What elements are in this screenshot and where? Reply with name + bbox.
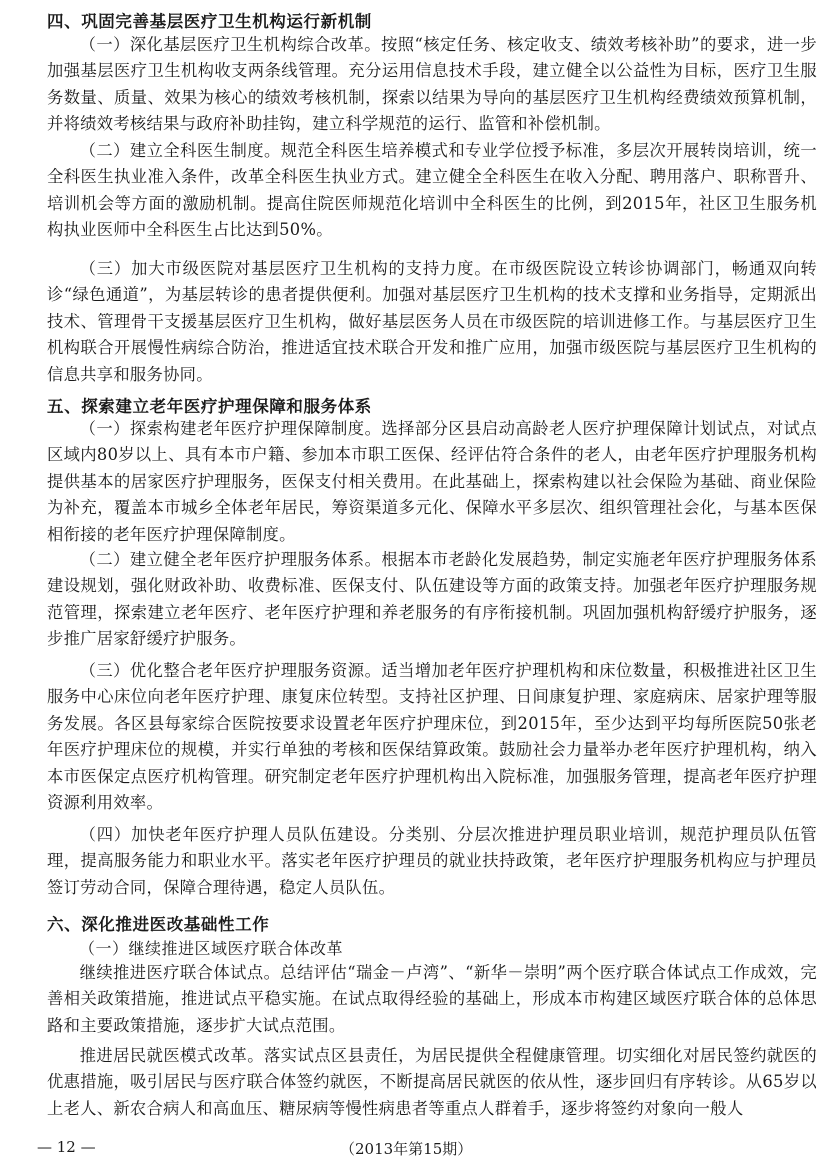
paragraph-body: 继续推进医疗联合体试点。总结评估“瑞金－卢湾”、“新华－崇明”两个医疗联合体试点工作成效，完善相关政策措施，推进试点平稳实施。在试点取得经验的基础上，形成本市构建区域医疗联合体的总体思路和主要政策措施，逐步扩大试点范围。 bbox=[47, 963, 817, 1035]
section-6-heading: 六、深化推进医改基础性工作 bbox=[47, 915, 270, 934]
paragraph-lead: （三）加大市级医院对基层医疗卫生机构的支持力度。 bbox=[79, 259, 492, 278]
paragraph-lead: （三）优化整合老年医疗护理服务资源。 bbox=[79, 661, 382, 680]
paragraph-body: 在市级医院设立转诊协调部门，畅通双向转诊“绿色通道”，为基层转诊的患者提供便利。加强对基层医疗卫生机构的技术支撑和业务指导，定期派出技术、管理骨干支援基层医疗卫生机构，做好基层医务人员在市级医院的培训进修工作。与基层医疗卫生机构联合开展慢性病综合防治，推进适宜技术联合开发和推广应用，加强市级医院与基层医疗卫生机构的信息共享和服务协同。 bbox=[47, 259, 818, 384]
paragraph-lead: （四）加快老年医疗护理人员队伍建设。 bbox=[79, 825, 389, 844]
paragraph-lead: （二）建立健全老年医疗护理服务体系。 bbox=[79, 550, 382, 569]
paragraph bbox=[47, 256, 817, 388]
paragraph-body: 适当增加老年医疗护理机构和床位数量，积极推进社区卫生服务中心床位向老年医疗护理、康复床位转型。支持社区护理、日间康复护理、家庭病床、居家护理等服务发展。各区县每家综合医院按要求设置老年医疗护理床位，到2015年，至少达到平均每所医院50张老年医疗护理床位的规模，并实行单独的考核和医保结算政策。鼓励社会力量举办老年医疗护理机构，纳入本市医保定点医疗机构管理。研究制定老年医疗护理机构出入院标准，加强服务管理，提高老年医疗护理资源利用效率。 bbox=[47, 661, 818, 813]
paragraph bbox=[47, 1043, 817, 1122]
section-4-heading: 四、巩固完善基层医疗卫生机构运行新机制 bbox=[47, 12, 372, 31]
section-5-heading: 五、探索建立老年医疗护理保障和服务体系 bbox=[47, 397, 372, 416]
paragraph-body: 分类别、分层次推进护理员职业培训，规范护理员队伍管理，提高服务能力和职业水平。落实老年医疗护理员的就业扶持政策，老年医疗护理服务机构应与护理员签订劳动合同，保障合理待遇，稳定人员队伍。 bbox=[47, 825, 817, 897]
page-number: — 12 — bbox=[37, 1138, 96, 1156]
paragraph-lead: （一）探索构建老年医疗护理保障制度。 bbox=[79, 419, 382, 438]
subsection-title: （一）继续推进区域医疗联合体改革 bbox=[79, 939, 344, 958]
issue-label: （2013年第15期） bbox=[340, 1140, 473, 1158]
paragraph-body: 规范全科医生培养模式和专业学位授予标准，多层次开展转岗培训，统一全科医生执业准入条件，改革全科医生执业方式。建立健全全科医生在收入分配、聘用落户、职称晋升、培训机会等方面的激励机制。提高住院医师规范化培训中全科医生的比例，到2015年，社区卫生服务机构执业医师中全科医生占比达到50%。 bbox=[47, 141, 818, 240]
paragraph bbox=[47, 416, 817, 548]
paragraph-body: 选择部分区县启动高龄老人医疗护理保障计划试点，对试点区域内80岁以上、具有本市户籍、参加本市职工医保、经评估符合条件的老人，由老年医疗护理服务机构提供基本的居家医疗护理服务，医保支付相关费用。在此基础上，探索构建以社会保险为基础、商业保险为补充，覆盖本市城乡全体老年居民，筹资渠道多元化、保障水平多层次、组织管理社会化，与基本医保相衔接的老年医疗护理保障制度。 bbox=[47, 419, 818, 544]
paragraph bbox=[47, 960, 817, 1039]
paragraph bbox=[47, 547, 817, 653]
paragraph-body: 根据本市老龄化发展趋势，制定实施老年医疗护理服务体系建设规划，强化财政补助、收费标准、医保支付、队伍建设等方面的政策支持。加强老年医疗护理服务规范管理，探索建立老年医疗、老年医疗护理和养老服务的有序衔接机制。巩固加强机构舒缓疗护服务，逐步推广居家舒缓疗护服务。 bbox=[47, 550, 818, 649]
paragraph bbox=[47, 32, 817, 138]
paragraph-body: 按照“核定任务、核定收支、绩效考核补助”的要求，进一步加强基层医疗卫生机构收支两条线管理。充分运用信息技术手段，建立健全以公益性为目标，医疗卫生服务数量、质量、效果为核心的绩效考核机制，探索以结果为导向的基层医疗卫生机构经费绩效预算机制，并将绩效考核结果与政府补助挂钩，建立科学规范的运行、监管和补偿机制。 bbox=[47, 35, 818, 134]
paragraph bbox=[47, 658, 817, 816]
paragraph bbox=[47, 138, 817, 244]
paragraph bbox=[47, 822, 817, 901]
paragraph-lead: （一）深化基层医疗卫生机构综合改革。 bbox=[79, 35, 381, 54]
paragraph-body: 推进居民就医模式改革。落实试点区县责任，为居民提供全程健康管理。切实细化对居民签约就医的优惠措施，吸引居民与医疗联合体签约就医，不断提高居民就医的依从性，逐步回归有序转诊。从65岁以上老人、新农合病人和高血压、糖尿病等慢性病患者等重点人群着手，逐步将签约对象向一般人 bbox=[47, 1046, 817, 1118]
paragraph-lead: （二）建立全科医生制度。 bbox=[79, 141, 281, 160]
